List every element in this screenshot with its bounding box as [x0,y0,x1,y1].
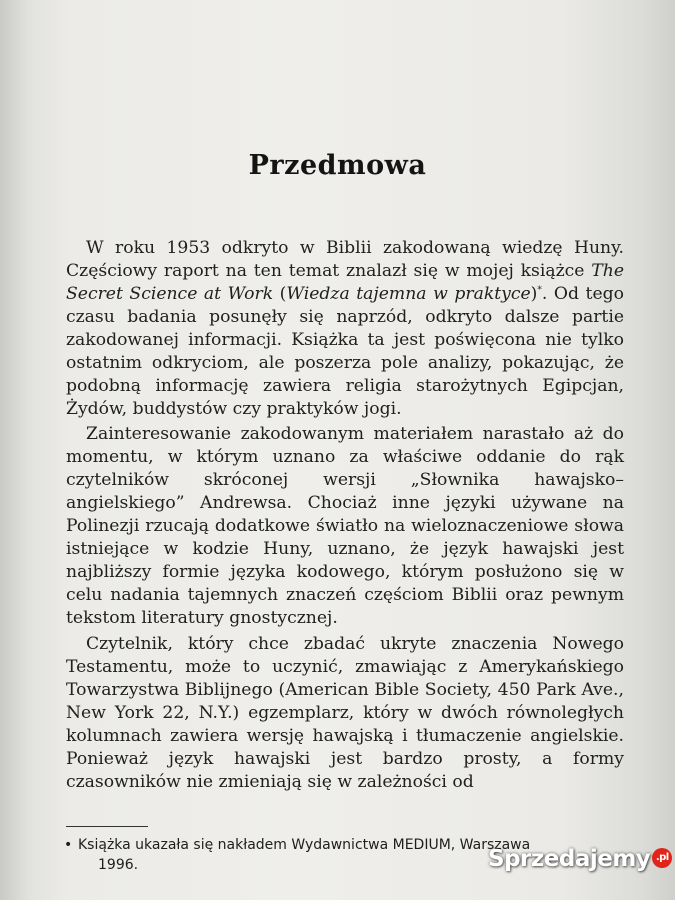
paren-close: ) [530,284,538,304]
paren-open: ( [273,284,287,304]
sprzedajemy-watermark [488,846,672,882]
book-title-polish: Wiedza tajemna w praktyce [286,284,531,304]
paragraph-1 [66,237,624,421]
chapter-title: Przedmowa [248,150,427,181]
footnote-divider [66,826,148,827]
footnote-line-1: Książka ukazała się nakładem Wydawnictwa MEDIUM, Warszawa [78,837,531,853]
paragraph-1-text-b: . Od tego czasu badania posunęły się naprzód, odkryto dalsze partie zakodowanej informacji. Książka ta jest poświęcona nie tylko ostatnim odkryciom, ale poszerza pole analizy, pokazując, że podobną informację zawiera religia starożytnych Egipcjan, Żydów, buddystów czy praktyków jogi. [66,284,624,419]
paragraph-3: Czytelnik, który chce zbadać ukryte znaczenia Nowego Testamentu, może to uczynić, zmawiając z Amerykańskiego Towarzystwa Biblijnego (American Bible Society, 450 Park Ave., New York 22, N.Y.) egzemplarz, który w dwóch równoległych kolumnach zawiera wersję hawajską i tłumaczenie angielskie. Ponieważ język hawajski jest bardzo prosty, a formy czasowników nie zmieniają się w zależności od [66,634,624,792]
watermark-text: Sprzedajemy [488,846,651,872]
footnote-reference: * [537,285,542,296]
book-title-english: The Secret Science at Work [66,261,624,304]
watermark-badge: .pl [652,848,672,868]
paragraph-1-text-a: W roku 1953 odkryto w Biblii zakodowaną wiedzę Huny. Częściowy raport na ten temat znalazł się w mojej książce [66,238,624,281]
paragraph-2: Zainteresowanie zakodowanym materiałem narastało aż do momentu, w którym uznano za właściwe oddanie do rąk czytelników skróconej wersji „Słownika hawajsko–angielskiego” Andrewsa. Chociaż inne języki używane na Polinezji rzucają dodatkowe światło na wieloznaczeniowe słowa istniejące w kodzie Huny, uznano, że język hawajski jest najbliższy formie języka kodowego, którym posłużono się w celu nadania tajemnych znaczeń częściom Biblii oraz pewnym tekstom literatury gnostycznej. [66,424,624,628]
footnote-marker: • [64,837,73,853]
footnote-line-2: 1996. [98,857,139,873]
